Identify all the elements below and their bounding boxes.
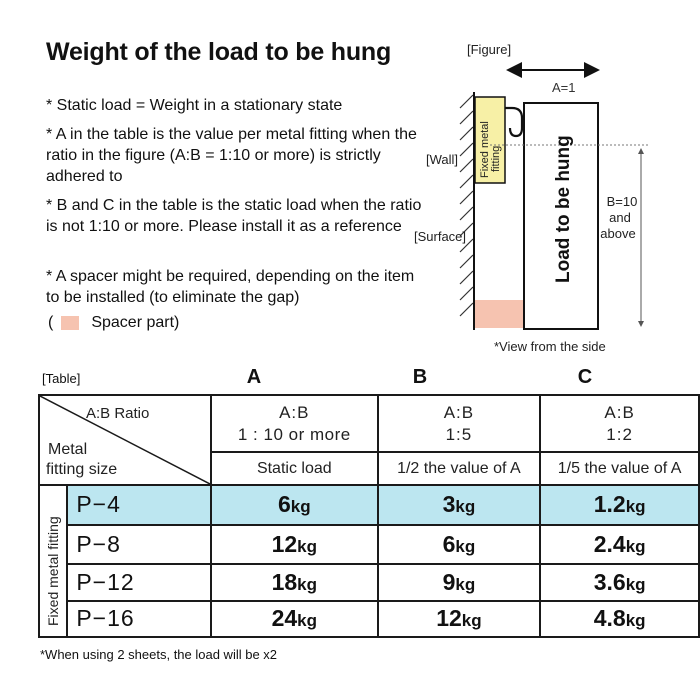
corner-header [40,396,210,484]
value: 4.8 [593,605,626,632]
footnote: *When using 2 sheets, the load will be x2 [40,647,278,662]
value-cell-b [378,525,541,565]
wall-hatching [460,95,473,316]
fitting-label-1: Fixed metal [479,121,491,178]
figure-caption: *View from the side [494,339,606,354]
note-spacer: * A spacer might be required, depending on the item to be installed (to eliminate the gap) [46,268,415,306]
figure-label: [Figure] [467,42,512,57]
value: 12 [436,605,462,632]
b-dimension-label-3: above [600,226,636,241]
row-group-cell [39,485,67,637]
unit: kg [461,611,482,631]
column-letter-b: B [412,366,428,388]
ratio-c-line1: A:B [604,402,635,422]
unit: kg [625,611,646,631]
row-group-label-svg [40,486,66,636]
unit: kg [297,611,318,631]
note-value-a: * A in the table is the value per metal fitting when the ratio in the figure (A:B = 1:10 or more) is strictly adhered to [46,126,417,185]
value-cell-c [540,601,699,638]
surface-label: [Surface] [414,229,467,244]
ratio-b-line1: A:B [443,402,475,422]
ratio-a-line1: A:B [279,402,310,422]
size-cell: P−4 [67,485,211,525]
note-value-b-c: * B and C in the table is the static load when the ratio is not 1:10 or more. Please install it as a reference [46,197,422,235]
size-cell: P−12 [67,564,211,600]
header-metal-2: fitting size [46,461,118,478]
hook-icon [505,108,522,136]
ratio-cell-c [540,395,699,452]
load-type-b: 1/2 the value of A [378,452,541,485]
unit: kg [297,536,318,556]
table-row [39,601,699,638]
b-dimension-label-1: B=10 [606,194,638,209]
unit: kg [297,574,318,594]
value: 2.4 [593,530,626,557]
value-cell-c [540,485,699,525]
size-cell: P−8 [67,525,211,565]
spacer-legend-open: ( [48,314,54,331]
unit: kg [290,497,311,517]
value: 12 [271,530,298,557]
table-row [39,485,699,525]
unit: kg [625,574,646,594]
unit: kg [625,497,646,517]
value-cell-b [378,601,541,638]
spacer-part [475,300,523,328]
value: 3 [442,491,456,518]
ratio-b-line2: 1:5 [445,424,473,444]
table-row [39,564,699,600]
ratio-cell-a [211,395,378,452]
table-row [39,525,699,565]
row-group-label: Fixed metal fitting [45,516,61,626]
value-cell-a [211,485,378,525]
value-cell-a [211,601,378,638]
value: 1.2 [593,491,626,518]
ratio-cell-b [378,395,541,452]
value-cell-b [378,485,541,525]
value-cell-b [378,564,541,600]
value: 3.6 [593,568,626,595]
value: 6 [442,530,456,557]
value-cell-a [211,525,378,565]
value: 24 [271,605,298,632]
header-ratio: A:B Ratio [86,405,150,422]
unit: kg [455,574,476,594]
page-title: Weight of the load to be hung [46,38,392,66]
load-type-c: 1/5 the value of A [540,452,699,485]
ratio-a-line2: 1 : 10 or more [237,424,351,444]
table-label: [Table] [42,371,81,386]
note-static-load: * Static load = Weight in a stationary state [46,97,343,114]
a-dimension-label: A=1 [552,80,576,95]
b-dimension-label-2: and [609,210,631,225]
value: 9 [442,568,456,595]
ratio-c-line2: 1:2 [606,424,633,444]
unit: kg [625,536,646,556]
corner-header-cell [39,395,211,485]
load-label: Load to be hung [553,135,574,283]
value-cell-c [540,525,699,565]
size-cell: P−16 [67,601,211,638]
wall-label: [Wall] [426,152,459,167]
unit: kg [455,497,476,517]
load-type-a: Static load [211,452,378,485]
spacer-legend-text: Spacer part) [91,314,180,331]
load-table [38,394,700,638]
unit: kg [455,536,476,556]
column-letter-c: C [577,366,593,388]
value: 18 [271,568,298,595]
value-cell-c [540,564,699,600]
value: 6 [277,491,291,518]
header-metal-1: Metal [48,441,88,458]
column-letter-a: A [246,366,262,388]
fitting-label-2: fitting [490,145,502,172]
value-cell-a [211,564,378,600]
